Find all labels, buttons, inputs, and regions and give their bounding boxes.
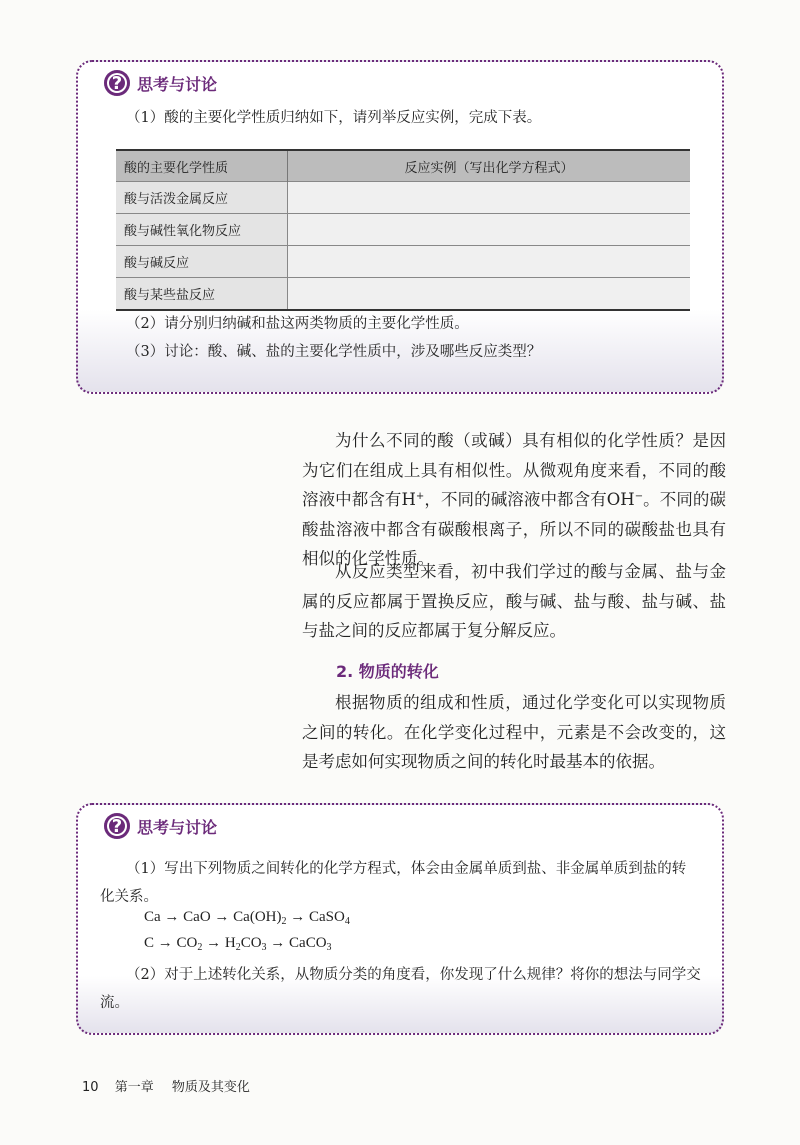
discussion-title: 思考与讨论 [137, 817, 218, 837]
eq-subscript: 2 [197, 942, 203, 953]
eq-text: → CaSO [286, 909, 345, 925]
paragraph-reaction-types: 从反应类型来看，初中我们学过的酸与金属、盐与金属的反应都属于置换反应，酸与碱、盐与酸、盐与碱、盐与盐之间的反应都属于复分解反应。 [302, 562, 726, 640]
para1-text-b: ，不同的碱溶液中都含有OH [424, 490, 635, 509]
table-row [116, 278, 690, 311]
chapter-title: 物质及其变化 [171, 1080, 250, 1095]
para1-text-a: 为什么不同的酸（或碱）具有相似的化学性质？是因为它们在组成上具有相似性。从微观角度来看，不同的酸溶液中都含有H [302, 431, 726, 509]
table-row [116, 182, 690, 214]
paragraph-similarity [302, 426, 726, 574]
table-row [116, 214, 690, 246]
table-header-example: 反应实例（写出化学方程式） [288, 150, 691, 182]
page-number: 10 [82, 1080, 99, 1095]
eq-text: CO [240, 935, 262, 951]
equation-metal-chain [144, 909, 350, 926]
eq-subscript: 2 [235, 942, 241, 953]
paragraph-conversion: 根据物质的组成和性质，通过化学变化可以实现物质之间的转化。在化学变化过程中，元素是不会改变的，这是考虑如何实现物质之间的转化时最基本的依据。 [302, 693, 726, 771]
chapter-label: 第一章 [114, 1080, 154, 1095]
section-heading: 2. 物质的转化 [336, 662, 439, 681]
table-cell-property: 酸与某些盐反应 [116, 278, 288, 311]
question-1: （1）写出下列物质之间转化的化学方程式，体会由金属单质到盐、非金属单质到盐的转化关系。 [100, 861, 687, 905]
table-cell-property: 酸与碱反应 [116, 246, 288, 278]
superscript-minus: − [634, 491, 644, 502]
acid-properties-table [116, 149, 690, 311]
eq-text: → CaCO [266, 935, 327, 951]
eq-subscript: 3 [326, 942, 332, 953]
question-icon: ? [104, 813, 130, 839]
discussion-header [104, 70, 217, 96]
question-3: （3）讨论：酸、碱、盐的主要化学性质中，涉及哪些反应类型？ [126, 344, 542, 360]
table-row [116, 246, 690, 278]
question-2: （2）请分别归纳碱和盐这两类物质的主要化学性质。 [126, 316, 469, 332]
eq-subscript: 2 [281, 916, 287, 927]
para1-text-c: 。不同的碳酸盐溶液中都含有碳酸根离子，所以不同的碳酸盐也具有相似的化学性质。 [302, 490, 727, 568]
table-cell-example [288, 214, 691, 246]
eq-text: C → CO [144, 935, 198, 951]
equation-nonmetal-chain [144, 935, 332, 952]
eq-subscript: 4 [344, 916, 350, 927]
discussion-title: 思考与讨论 [137, 74, 218, 94]
eq-text: Ca → CaO → Ca(OH) [144, 909, 282, 925]
question-icon: ? [104, 70, 130, 96]
table-header-row [116, 150, 690, 182]
discussion-box-2 [76, 803, 724, 1035]
superscript-plus: + [415, 491, 425, 502]
eq-text: → H [202, 935, 236, 951]
discussion-box-1 [76, 60, 724, 394]
table-cell-property: 酸与活泼金属反应 [116, 182, 288, 214]
question-1: （1）酸的主要化学性质归纳如下，请列举反应实例，完成下表。 [126, 110, 542, 126]
table-cell-property: 酸与碱性氧化物反应 [116, 214, 288, 246]
table-cell-example [288, 278, 691, 311]
table-cell-example [288, 182, 691, 214]
table-cell-example [288, 246, 691, 278]
discussion-header [104, 813, 217, 839]
table-header-property: 酸的主要化学性质 [116, 150, 288, 182]
eq-subscript: 3 [261, 942, 267, 953]
question-2: （2）对于上述转化关系，从物质分类的角度看，你发现了什么规律？将你的想法与同学交流。 [100, 967, 701, 1011]
page-footer [82, 1076, 250, 1095]
